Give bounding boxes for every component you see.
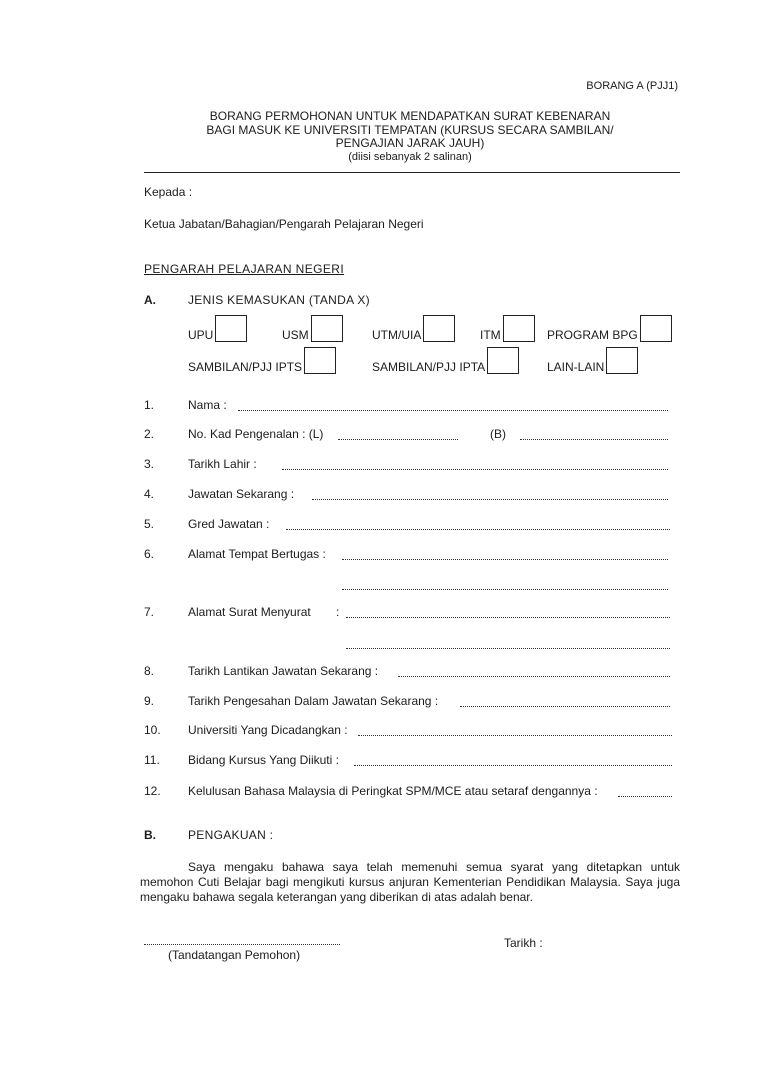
field-7-label: Alamat Surat Menyurat <box>188 605 311 619</box>
option-sambilan-ipts-label: SAMBILAN/PJJ IPTS <box>188 360 303 374</box>
field-1-number: 1. <box>144 398 155 412</box>
checkbox-utm-uia[interactable] <box>423 315 455 342</box>
field-1-input[interactable] <box>238 410 668 411</box>
field-1-label: Nama : <box>188 398 227 412</box>
kepada-label: Kepada : <box>144 185 193 199</box>
field-2-input-l[interactable] <box>338 439 458 440</box>
field-11-input[interactable] <box>354 765 672 766</box>
field-5-input[interactable] <box>286 529 670 530</box>
field-10-label: Universiti Yang Dicadangkan : <box>188 723 348 737</box>
form-title <box>140 110 680 164</box>
field-9-input[interactable] <box>460 706 670 707</box>
form-code: BORANG A (PJJ1) <box>586 80 678 92</box>
checkbox-usm[interactable] <box>311 315 343 342</box>
option-lain-lain-label: LAIN-LAIN <box>547 360 605 374</box>
field-10-number: 10. <box>144 723 161 737</box>
field-6-label: Alamat Tempat Bertugas : <box>188 547 326 561</box>
field-4-number: 4. <box>144 487 155 501</box>
field-3-input[interactable] <box>282 469 668 470</box>
signature-line[interactable] <box>144 944 340 945</box>
title-line-3: PENGAJIAN JARAK JAUH) <box>335 136 485 150</box>
declaration-text <box>140 860 680 905</box>
field-9-number: 9. <box>144 694 155 708</box>
option-utm-uia[interactable] <box>372 315 455 342</box>
field-6-input-line-1[interactable] <box>342 559 668 560</box>
checkbox-itm[interactable] <box>503 315 535 342</box>
field-2-label-b: (B) <box>490 427 506 441</box>
field-12-input[interactable] <box>618 796 672 797</box>
option-utm-uia-label: UTM/UIA <box>372 328 422 342</box>
title-line-2: BAGI MASUK KE UNIVERSITI TEMPATAN (KURSUS SECARA SAMBILAN/ <box>206 122 614 137</box>
section-a-title: JENIS KEMASUKAN (TANDA X) <box>188 293 370 307</box>
field-2-number: 2. <box>144 427 155 441</box>
field-10-input[interactable] <box>358 735 672 736</box>
option-program-bpg-label: PROGRAM BPG <box>547 328 638 342</box>
option-sambilan-ipts[interactable] <box>188 347 336 374</box>
field-4-label: Jawatan Sekarang : <box>188 487 295 501</box>
checkbox-upu[interactable] <box>215 315 247 342</box>
date-label: Tarikh : <box>504 936 543 950</box>
option-sambilan-ipta[interactable] <box>372 347 519 374</box>
field-7-colon: : <box>336 605 340 619</box>
field-7-number: 7. <box>144 605 155 619</box>
field-5-number: 5. <box>144 517 155 531</box>
signature-label: (Tandatangan Pemohon) <box>168 948 301 962</box>
option-usm-label: USM <box>282 328 309 342</box>
checkbox-program-bpg[interactable] <box>640 315 672 342</box>
field-3-number: 3. <box>144 457 155 471</box>
addressee-heading: PENGARAH PELAJARAN NEGERI <box>144 262 345 276</box>
field-8-input[interactable] <box>398 676 670 677</box>
checkbox-sambilan-ipta[interactable] <box>487 347 519 374</box>
field-8-number: 8. <box>144 664 155 678</box>
field-8-label: Tarikh Lantikan Jawatan Sekarang : <box>188 664 379 678</box>
field-6-number: 6. <box>144 547 155 561</box>
option-usm[interactable] <box>282 315 343 342</box>
checkbox-lain-lain[interactable] <box>606 347 638 374</box>
recipient-text: Ketua Jabatan/Bahagian/Pengarah Pelajaran Negeri <box>144 217 424 231</box>
form-subtitle: (diisi sebanyak 2 salinan) <box>348 150 472 163</box>
option-program-bpg[interactable] <box>547 315 672 342</box>
field-12-label: Kelulusan Bahasa Malaysia di Peringkat SPM/MCE atau setaraf dengannya : <box>188 784 598 798</box>
field-3-label: Tarikh Lahir : <box>188 457 257 471</box>
section-b-title: PENGAKUAN : <box>188 828 274 842</box>
field-9-label: Tarikh Pengesahan Dalam Jawatan Sekarang : <box>188 694 439 708</box>
option-itm[interactable] <box>480 315 535 342</box>
field-12-number: 12. <box>144 784 161 798</box>
field-11-number: 11. <box>144 753 160 767</box>
option-itm-label: ITM <box>480 328 501 342</box>
field-5-label: Gred Jawatan : <box>188 517 270 531</box>
declaration-text-content: Saya mengaku bahawa saya telah memenuhi semua syarat yang ditetapkan untuk memohon Cuti Belajar bagi mengikuti kursus anjuran Kementerian Pendidikan Malaysia. Saya juga mengaku bahawa segala keterangan yang diberikan di atas adalah benar. <box>140 860 680 904</box>
field-11-label: Bidang Kursus Yang Diikuti : <box>188 753 339 767</box>
title-divider <box>144 172 680 173</box>
section-a-letter: A. <box>144 293 156 307</box>
checkbox-sambilan-ipts[interactable] <box>304 347 336 374</box>
field-4-input[interactable] <box>312 499 668 500</box>
field-2-label: No. Kad Pengenalan : (L) <box>188 427 324 441</box>
field-7-input-line-2[interactable] <box>346 648 670 649</box>
option-upu-label: UPU <box>188 328 214 342</box>
option-upu[interactable] <box>188 315 247 342</box>
title-line-1: BORANG PERMOHONAN UNTUK MENDAPATKAN SURAT KEBENARAN <box>209 109 611 123</box>
field-7-input-line-1[interactable] <box>346 617 670 618</box>
field-6-input-line-2[interactable] <box>342 589 668 590</box>
option-sambilan-ipta-label: SAMBILAN/PJJ IPTA <box>372 360 486 374</box>
field-2-input-b[interactable] <box>520 439 668 440</box>
section-b-letter: B. <box>144 828 156 842</box>
option-lain-lain[interactable] <box>547 347 638 374</box>
